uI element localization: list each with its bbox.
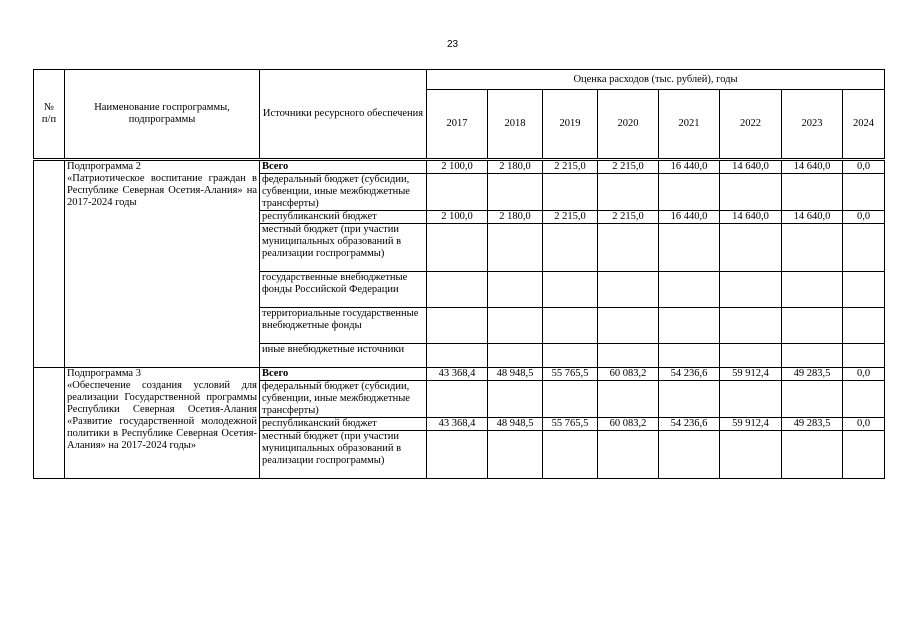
funding-source-cell: местный бюджет (при участии муниципальных образований в реализации госпрограммы) [260,431,427,479]
funding-source-cell: Всего [260,161,427,174]
value-cell: 49 283,5 [782,418,843,431]
row-number-cell [34,368,65,479]
value-cell [843,344,885,368]
value-cell [598,308,659,344]
value-cell: 59 912,4 [720,368,782,381]
header-estimate: Оценка расходов (тыс. рублей), годы [427,70,885,90]
funding-source-cell: республиканский бюджет [260,418,427,431]
value-cell [427,431,488,479]
value-cell [543,174,598,211]
funding-source-cell: государственные внебюджетные фонды Российской Федерации [260,272,427,308]
value-cell [659,344,720,368]
subprogram-title: Подпрограмма 2 [67,161,141,172]
value-cell [543,344,598,368]
value-cell [843,272,885,308]
row-number-cell [34,161,65,368]
budget-table [33,69,885,479]
value-cell [427,344,488,368]
funding-source-cell: территориальные государственные внебюджетные фонды [260,308,427,344]
value-cell [782,381,843,418]
value-cell: 2 100,0 [427,211,488,224]
header-year: 2018 [488,90,543,159]
value-cell [659,308,720,344]
value-cell [543,431,598,479]
header-year: 2017 [427,90,488,159]
funding-source-cell: федеральный бюджет (субсидии, субвенции, иные межбюджетные трансферты) [260,381,427,418]
value-cell: 60 083,2 [598,418,659,431]
value-cell [543,224,598,272]
value-cell [843,431,885,479]
header-year: 2019 [543,90,598,159]
value-cell: 0,0 [843,368,885,381]
value-cell: 2 100,0 [427,161,488,174]
value-cell [782,174,843,211]
value-cell: 14 640,0 [720,161,782,174]
value-cell [659,224,720,272]
value-cell: 2 180,0 [488,211,543,224]
value-cell [543,381,598,418]
value-cell [720,381,782,418]
value-cell: 16 440,0 [659,211,720,224]
value-cell [598,344,659,368]
value-cell: 2 215,0 [598,161,659,174]
value-cell: 43 368,4 [427,418,488,431]
value-cell [659,431,720,479]
header-name: Наименование госпрограммы, подпрограммы [65,70,260,159]
value-cell [598,381,659,418]
value-cell: 49 283,5 [782,368,843,381]
value-cell [488,308,543,344]
value-cell [427,174,488,211]
table-row [34,161,885,174]
value-cell [659,272,720,308]
value-cell [488,381,543,418]
value-cell [427,381,488,418]
subprogram-name-cell [65,368,260,479]
value-cell: 55 765,5 [543,418,598,431]
value-cell [543,308,598,344]
value-cell [720,272,782,308]
value-cell [427,224,488,272]
funding-source-cell: республиканский бюджет [260,211,427,224]
value-cell: 14 640,0 [782,211,843,224]
value-cell: 0,0 [843,211,885,224]
value-cell [488,431,543,479]
value-cell: 14 640,0 [782,161,843,174]
value-cell: 54 236,6 [659,418,720,431]
value-cell: 54 236,6 [659,368,720,381]
header-row [34,70,885,90]
value-cell [488,224,543,272]
header-year: 2021 [659,90,720,159]
value-cell: 16 440,0 [659,161,720,174]
value-cell [782,272,843,308]
value-cell: 43 368,4 [427,368,488,381]
value-cell: 2 180,0 [488,161,543,174]
funding-source-cell: федеральный бюджет (субсидии, субвенции, иные межбюджетные трансферты) [260,174,427,211]
value-cell [598,431,659,479]
value-cell [720,174,782,211]
header-year: 2022 [720,90,782,159]
value-cell: 60 083,2 [598,368,659,381]
table-row [34,368,885,381]
value-cell [843,224,885,272]
value-cell [488,344,543,368]
value-cell [659,381,720,418]
header-year: 2023 [782,90,843,159]
value-cell [543,272,598,308]
value-cell: 55 765,5 [543,368,598,381]
value-cell [782,344,843,368]
header-year: 2020 [598,90,659,159]
funding-source-cell: местный бюджет (при участии муниципальных образований в реализации госпрограммы) [260,224,427,272]
value-cell [488,272,543,308]
header-source: Источники ресурсного обеспечения [260,70,427,159]
value-cell [843,308,885,344]
value-cell [782,308,843,344]
value-cell [720,308,782,344]
value-cell [488,174,543,211]
funding-source-cell: Всего [260,368,427,381]
value-cell: 48 948,5 [488,368,543,381]
value-cell: 14 640,0 [720,211,782,224]
value-cell: 2 215,0 [543,211,598,224]
value-cell: 59 912,4 [720,418,782,431]
page-number: 23 [446,39,459,50]
value-cell: 2 215,0 [543,161,598,174]
value-cell: 0,0 [843,418,885,431]
header-year: 2024 [843,90,885,159]
funding-source-cell: иные внебюджетные источники [260,344,427,368]
value-cell: 2 215,0 [598,211,659,224]
subprogram-description: «Патриотическое воспитание граждан в Республике Северная Осетия-Алания» на 2017-2024 годы [67,173,257,208]
value-cell [427,272,488,308]
value-cell [720,431,782,479]
value-cell [598,272,659,308]
value-cell [598,224,659,272]
value-cell: 0,0 [843,161,885,174]
subprogram-description: «Обеспечение создания условий для реализации Государственной программы Республики Северная Осетия-Алания «Развитие государственной молодежной политики в Республике Северная Осетия-Алания» на 2017-2024 годы» [67,380,257,451]
value-cell [720,344,782,368]
value-cell [659,174,720,211]
value-cell [427,308,488,344]
value-cell [843,381,885,418]
value-cell [598,174,659,211]
value-cell [720,224,782,272]
header-no: № п/п [34,70,65,159]
value-cell [843,174,885,211]
value-cell: 48 948,5 [488,418,543,431]
subprogram-title: Подпрограмма 3 [67,368,141,379]
value-cell [782,224,843,272]
subprogram-name-cell [65,161,260,368]
value-cell [782,431,843,479]
